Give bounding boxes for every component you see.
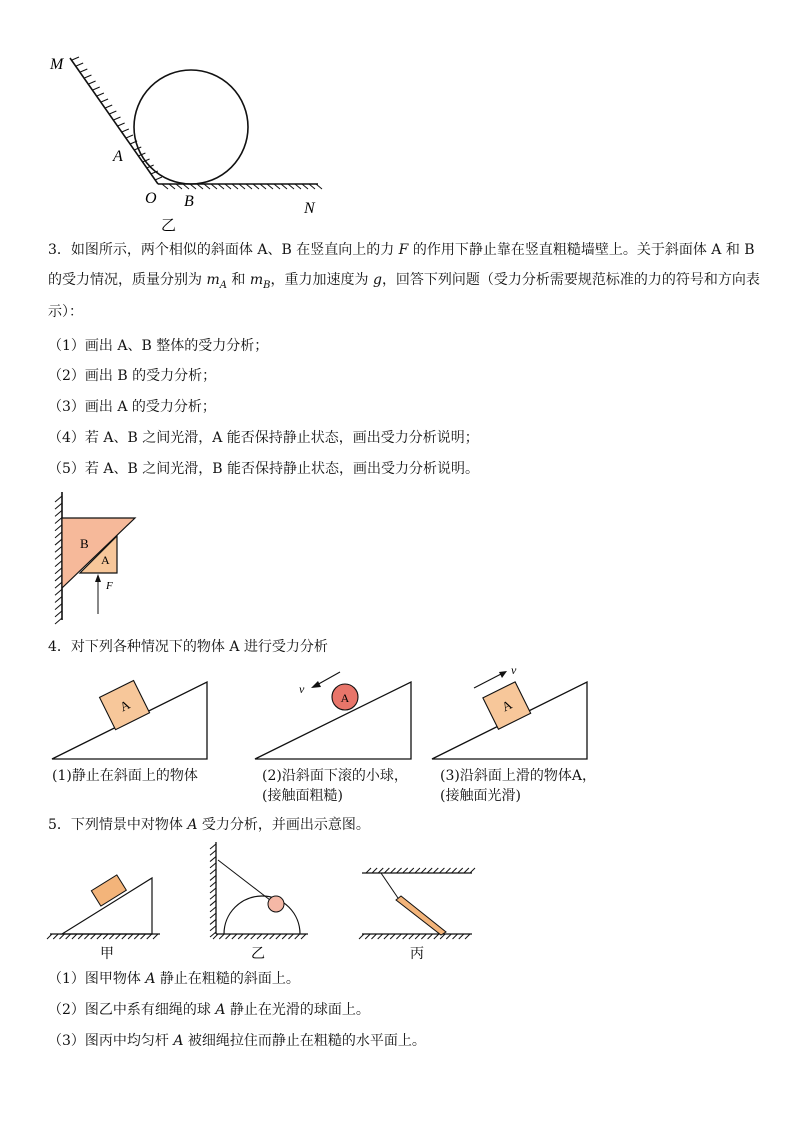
- q5-item-2: （2）图乙中系有细绳的球 A 静止在光滑的球面上。: [48, 1002, 370, 1018]
- hatch-mark: [147, 934, 152, 939]
- hatch-mark: [55, 532, 62, 538]
- q3-line-2: 的受力情况，质量分别为 $m_A$ 和 $m_B$，重力加速度为 g，回答下列问题（受力分析需要规范标准的力的符号和方向表: [48, 272, 760, 291]
- hatch-mark: [210, 869, 216, 874]
- hatch-mark: [55, 518, 62, 524]
- hatch-mark: [434, 934, 439, 939]
- hatch-mark: [97, 934, 102, 939]
- hatch-mark: [210, 882, 216, 887]
- hatch-mark: [288, 934, 293, 939]
- hatch-mark: [118, 123, 125, 126]
- q4-caption-3b: (接触面光滑): [440, 788, 521, 804]
- hatch-mark: [55, 618, 62, 624]
- hatch-mark: [276, 934, 281, 939]
- hatch-mark: [470, 868, 475, 873]
- hatch-mark: [251, 934, 256, 939]
- hatch-mark: [210, 919, 216, 924]
- hatch-mark: [78, 934, 83, 939]
- hatch-mark: [403, 868, 408, 873]
- hatch-mark: [55, 604, 62, 610]
- hatch-mark: [210, 907, 216, 912]
- hatch-mark: [464, 868, 469, 873]
- hatch-mark: [84, 934, 89, 939]
- label-B: B: [80, 536, 89, 551]
- hatch-mark: [55, 596, 62, 602]
- sphere: [134, 70, 248, 184]
- hatch-mark: [128, 934, 133, 939]
- hatch-mark: [366, 868, 371, 873]
- hatch-mark: [453, 934, 458, 939]
- hatch-mark: [210, 863, 216, 868]
- hatch-mark: [210, 875, 216, 880]
- hatch-mark: [55, 510, 62, 516]
- hatch-mark: [91, 934, 96, 939]
- label-A: A: [101, 553, 110, 567]
- hatch-mark: [116, 934, 121, 939]
- svg-text:A: A: [117, 696, 133, 715]
- hatch-mark: [415, 868, 420, 873]
- hatch-mark: [421, 868, 426, 873]
- svg-text:v: v: [511, 663, 517, 677]
- hatch-mark: [384, 868, 389, 873]
- label-A: A: [113, 148, 123, 165]
- hatch-mark: [210, 844, 216, 849]
- hatch-mark: [55, 575, 62, 581]
- q3-item-5: （5）若 A、B 之间光滑，B 能否保持静止状态，画出受力分析说明。: [48, 461, 479, 477]
- figure-wedges-wall: [40, 488, 180, 628]
- hatch-mark: [141, 934, 146, 939]
- hatch-mark: [55, 611, 62, 617]
- hatch-mark: [134, 934, 139, 939]
- hatch-mark: [446, 868, 451, 873]
- hatch-mark: [378, 868, 383, 873]
- hatch-mark: [452, 868, 457, 873]
- hatch-mark: [458, 868, 463, 873]
- hatch-mark: [213, 934, 218, 939]
- hatch-mark: [257, 934, 262, 939]
- svg-text:A: A: [499, 696, 515, 715]
- svg-text:A: A: [340, 691, 350, 705]
- caption-bing: 丙: [410, 947, 424, 962]
- q4-caption-3a: (3)沿斜面上滑的物体A，: [440, 768, 596, 784]
- q3-item-3: （3）画出 A 的受力分析；: [48, 399, 216, 415]
- hatch-mark: [72, 934, 77, 939]
- hatch-mark: [378, 934, 383, 939]
- hatch-mark: [55, 561, 62, 567]
- hatch-mark: [153, 934, 158, 939]
- q3-line-1: 3．如图所示，两个相似的斜面体 A、B 在竖直向上的力 F 的作用下静止靠在竖直粗糙墙壁上。关于斜面体 A 和 B: [48, 242, 755, 258]
- hatch-mark: [403, 934, 408, 939]
- hatch-mark: [295, 934, 300, 939]
- hatch-mark: [372, 868, 377, 873]
- hatch-mark: [47, 934, 52, 939]
- hatch-mark: [97, 93, 104, 96]
- hatch-mark: [219, 934, 224, 939]
- hatch-mark: [80, 69, 87, 72]
- hatch-mark: [55, 496, 62, 502]
- q3-line-3: 示）：: [48, 304, 83, 320]
- hatch-mark: [210, 901, 216, 906]
- q5-item-3: （3）图丙中均匀杆 A 被细绳拉住而静止在粗糙的水平面上。: [48, 1033, 426, 1049]
- hatch-mark: [396, 934, 401, 939]
- hatch-mark: [459, 934, 464, 939]
- hatch-mark: [359, 934, 364, 939]
- hatch-mark: [427, 868, 432, 873]
- hatch-mark: [428, 934, 433, 939]
- figure-sphere-wall: [0, 0, 794, 234]
- hatch-mark: [421, 934, 426, 939]
- rod-A-bing: [396, 896, 446, 935]
- hatch-mark: [66, 934, 71, 939]
- hatch-mark: [55, 568, 62, 574]
- hatch-mark: [89, 81, 96, 84]
- caption-yi: 乙: [251, 947, 265, 962]
- hatch-mark: [55, 553, 62, 559]
- hatch-mark: [244, 934, 249, 939]
- hatch-mark: [232, 934, 237, 939]
- hatch-mark: [397, 868, 402, 873]
- hatch-mark: [390, 868, 395, 873]
- q3-item-4: （4）若 A、B 之间光滑，A 能否保持静止状态，画出受力分析说明；: [48, 430, 479, 446]
- label-N: N: [304, 200, 315, 217]
- hatch-mark: [409, 868, 414, 873]
- hatch-mark: [53, 934, 58, 939]
- q4-title: 4．对下列各种情况下的物体 A 进行受力分析: [48, 639, 328, 655]
- hatch-mark: [55, 503, 62, 509]
- hatch-mark: [210, 888, 216, 893]
- hatch-mark: [439, 868, 444, 873]
- hatch-mark: [270, 934, 275, 939]
- label-B: B: [184, 193, 194, 210]
- hatch-mark: [226, 934, 231, 939]
- q4-caption-1: (1)静止在斜面上的物体: [52, 768, 198, 784]
- hatch-mark: [238, 934, 243, 939]
- hatch-mark: [465, 934, 470, 939]
- figure-caption: 乙: [161, 218, 177, 234]
- hatch-mark: [103, 934, 108, 939]
- hatch-mark: [55, 582, 62, 588]
- hatch-mark: [122, 129, 129, 132]
- hatch-mark: [390, 934, 395, 939]
- hatch-mark: [210, 850, 216, 855]
- hatch-mark: [263, 934, 268, 939]
- hatch-mark: [365, 934, 370, 939]
- label-M: M: [50, 56, 64, 73]
- hatch-mark: [371, 934, 376, 939]
- hatch-mark: [126, 135, 133, 138]
- q4-caption-2b: (接触面粗糙): [262, 788, 343, 804]
- hatch-mark: [55, 525, 62, 531]
- hatch-mark: [409, 934, 414, 939]
- hatch-mark: [114, 117, 121, 120]
- hatch-mark: [93, 87, 100, 90]
- hatch-mark: [59, 934, 64, 939]
- q5-title: 5．下列情景中对物体 A 受力分析，并画出示意图。: [48, 817, 370, 833]
- caption-jia: 甲: [100, 947, 114, 962]
- q3-item-1: （1）画出 A、B 整体的受力分析；: [48, 338, 269, 354]
- hatch-mark: [446, 934, 451, 939]
- q4-caption-2a: (2)沿斜面下滚的小球，: [262, 768, 408, 784]
- hatch-mark: [210, 894, 216, 899]
- q5-item-1: （1）图甲物体 A 静止在粗糙的斜面上。: [48, 971, 300, 987]
- figure-q5: [0, 840, 794, 970]
- hatch-mark: [109, 111, 116, 114]
- hatch-mark: [210, 926, 216, 931]
- hatch-mark: [76, 63, 83, 66]
- block-A-jia: [91, 875, 126, 906]
- hatch-mark: [55, 539, 62, 545]
- hatch-mark: [105, 105, 112, 108]
- hatch-mark: [155, 177, 162, 180]
- hatch-mark: [84, 75, 91, 78]
- hatch-mark: [101, 99, 108, 102]
- svg-text:v: v: [299, 682, 305, 696]
- hatch-mark: [55, 546, 62, 552]
- hatch-mark: [109, 934, 114, 939]
- hatch-mark: [384, 934, 389, 939]
- hatch-mark: [210, 857, 216, 862]
- label-F: F: [106, 580, 113, 592]
- hatch-mark: [122, 934, 127, 939]
- hatch-mark: [210, 913, 216, 918]
- hatch-mark: [301, 934, 306, 939]
- hatch-mark: [316, 184, 322, 189]
- q3-item-2: （2）画出 B 的受力分析；: [48, 368, 217, 384]
- figure-q4: [0, 660, 794, 760]
- ball-A-yi: [268, 896, 284, 912]
- hatch-mark: [433, 868, 438, 873]
- hatch-mark: [282, 934, 287, 939]
- label-O: O: [145, 190, 157, 207]
- hatch-mark: [55, 589, 62, 595]
- hatch-mark: [415, 934, 420, 939]
- hatch-mark: [72, 57, 79, 60]
